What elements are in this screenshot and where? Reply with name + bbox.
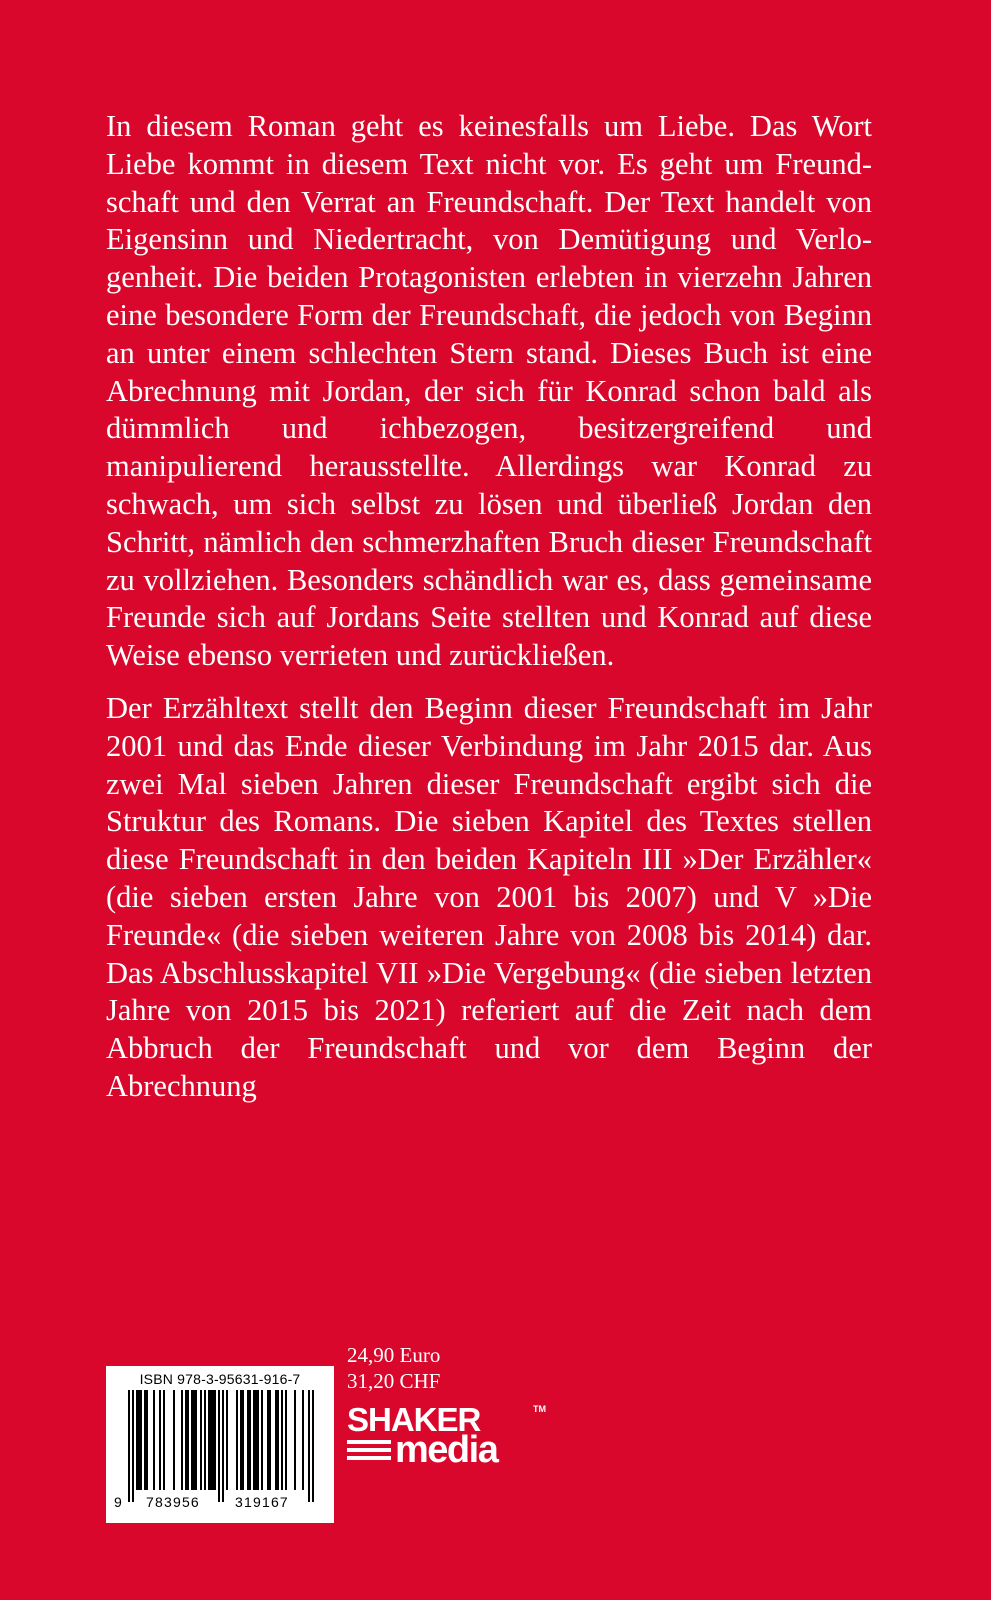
barcode-bar — [163, 1390, 165, 1490]
barcode-bar — [226, 1390, 228, 1490]
price-euro: 24,90 Euro — [347, 1343, 441, 1367]
barcode-bar — [275, 1390, 279, 1490]
barcode-bar — [136, 1390, 142, 1490]
barcode-digits-right: 319167 — [235, 1494, 289, 1510]
barcode-bar — [218, 1390, 220, 1502]
barcode-bar — [308, 1390, 310, 1502]
logo-media-text: media — [395, 1429, 498, 1471]
blurb-paragraph-1: In diesem Roman geht es keinesfalls um Liebe. Das Wort Liebe kommt in diesem Text nicht vor. Es geht um Freundschaft und den Verrat an Freundschaft. Der Text handelt von Eigensinn und Niedertracht, von Demütigung und Verlogenheit. Die beiden Protagonisten erlebten in vierzehn Jahren eine besondere Form der Freundschaft, die jedoch von Beginn an unter einem schlechten Stern stand. Dieses Buch ist eine Abrechnung mit Jordan, der sich für Konrad schon bald als dümmlich und ichbezogen, besitzergreifend und manipulierend herausstellte. Allerdings war Konrad zu schwach, um sich selbst zu lösen und überließ Jordan den Schritt, nämlich den schmerzhaften Bruch dieser Freundschaft zu vollziehen. Besonders schändlich war es, dass gemeinsame Freunde sich auf Jordans Seite stellten und Konrad auf diese Weise ebenso verrieten und zurückließen. — [106, 109, 872, 673]
barcode-bar — [253, 1390, 259, 1490]
barcode-bar — [240, 1390, 244, 1490]
barcode-bar — [247, 1390, 251, 1490]
barcode-bars — [128, 1390, 314, 1502]
barcode-bar — [302, 1390, 304, 1490]
barcode-bar — [204, 1390, 206, 1490]
barcode-bar — [153, 1390, 155, 1490]
barcode-box — [106, 1366, 334, 1523]
barcode-bar — [144, 1390, 148, 1490]
barcode-bar — [281, 1390, 283, 1490]
barcode-digit-lead: 9 — [114, 1494, 123, 1510]
barcode-bar — [173, 1390, 175, 1490]
barcode-bar — [159, 1390, 161, 1490]
blurb-text — [106, 108, 872, 1106]
logo-shaker-text: SHAKER — [347, 1401, 481, 1438]
blurb-paragraph-2: Der Erzähltext stellt den Beginn dieser Freundschaft im Jahr 2001 und das Ende dieser Verbindung im Jahr 2015 dar. Aus zwei Mal sieben Jahren dieser Freundschaft ergibt sich die Struktur des Romans. Die sieben Kapitel des Textes stellen diese Freundschaft in den beiden Kapiteln III »Der Erzähler« (die sieben ersten Jahre von 2001 bis 2007) und V »Die Freunde« (die sieben weiteren Jahre von 2008 bis 2014) dar. Das Abschlusskapitel VII »Die Vergebung« (die sieben letzten Jahre von 2015 bis 2021) referiert auf die Zeit nach dem Abbruch der Freundschaft und vor dem Beginn der Abrechnung — [106, 690, 872, 1103]
barcode-bar — [267, 1390, 271, 1490]
logo-trademark: TM — [533, 1404, 546, 1414]
publisher-logo — [347, 1402, 557, 1474]
barcode-bar — [200, 1390, 202, 1490]
barcode-bar — [285, 1390, 287, 1490]
barcode-bar — [185, 1390, 189, 1490]
barcode-bar — [191, 1390, 197, 1490]
barcode-bar — [236, 1390, 238, 1490]
barcode-bar — [128, 1390, 130, 1502]
barcode-bar — [312, 1390, 314, 1502]
isbn-label: ISBN 978-3-95631-916-7 — [139, 1371, 301, 1387]
barcode-bar — [261, 1390, 263, 1490]
barcode-bar — [222, 1390, 224, 1502]
barcode-bar — [294, 1390, 296, 1490]
price-chf: 31,20 CHF — [347, 1369, 441, 1393]
barcode-bar — [132, 1390, 134, 1502]
barcode-digits-left: 783956 — [146, 1494, 200, 1510]
barcode-bar — [181, 1390, 183, 1490]
barcode-bar — [208, 1390, 216, 1490]
logo-stripes-graphic — [347, 1440, 391, 1468]
